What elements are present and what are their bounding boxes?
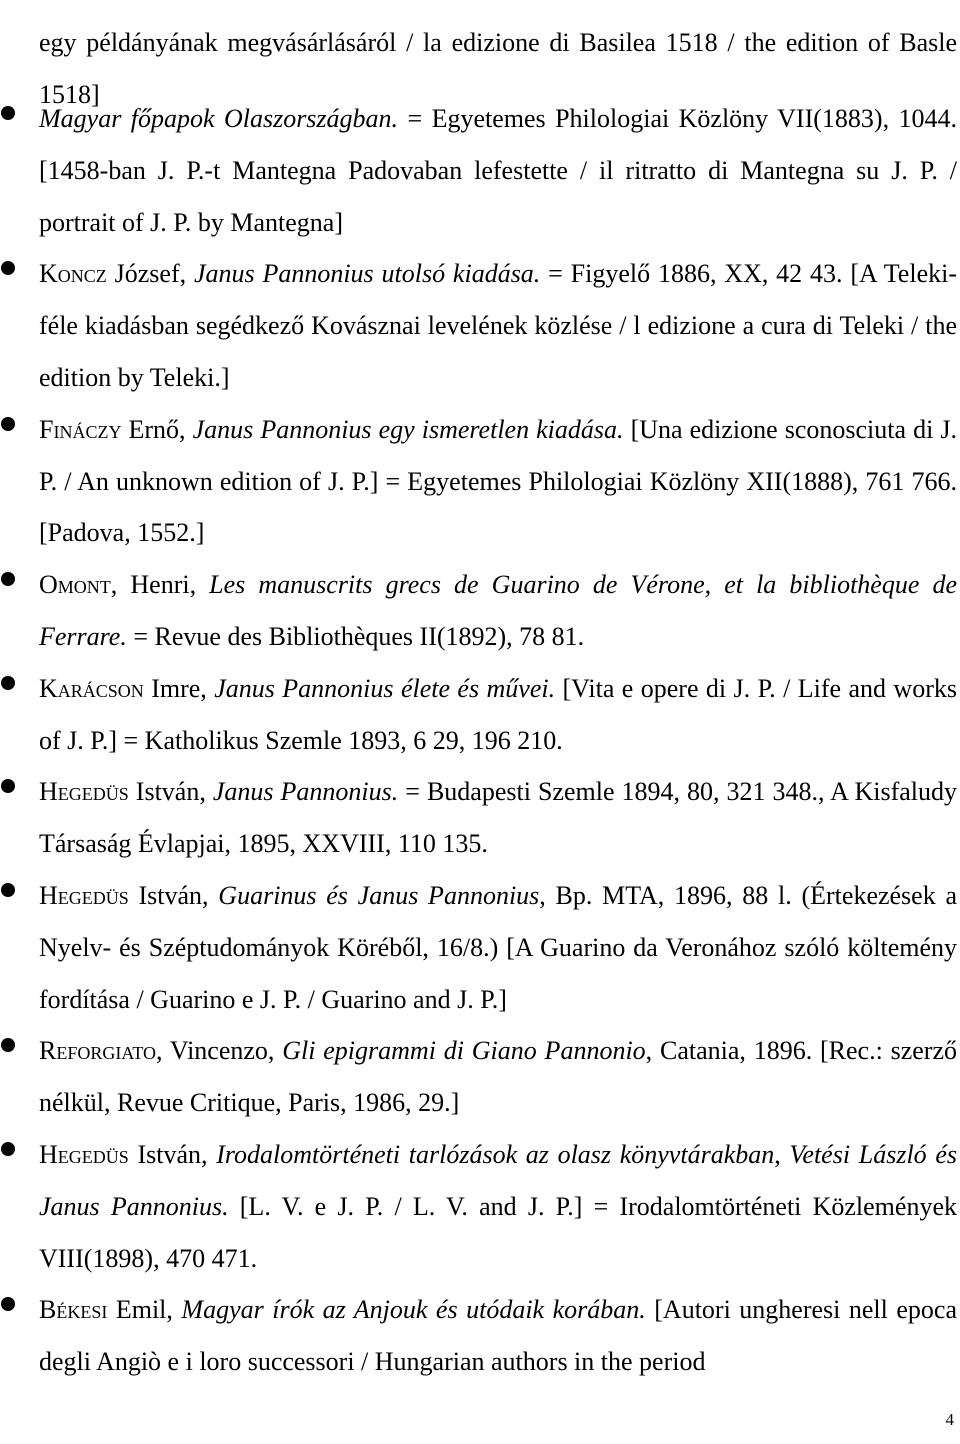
entry-author-given: Emil, <box>107 1295 182 1325</box>
entry-title: Irodalomtörténeti tarlózások az olasz könyvtárakban <box>216 1139 775 1169</box>
entry-author-given: István, <box>128 777 213 807</box>
bibliography-list <box>0 93 960 1388</box>
entry-author-given: , Henri, <box>110 570 210 600</box>
entry-author: Fináczy <box>39 414 122 444</box>
bullet-icon <box>1 883 15 897</box>
entry-details: [Vita e opere di J. P. / Life and works of J. P.] = Katholikus Szemle 1893, 6 29, 196 210. <box>39 673 957 755</box>
bibliography-entry <box>0 870 960 1025</box>
entry-author-given: István, <box>128 1139 217 1169</box>
continuation-text: egy példányának megvásárlásáról / la edizione di Basilea 1518 / the edition of Basle 1518] <box>39 28 957 109</box>
bullet-icon <box>1 572 15 586</box>
entry-author: Karácson <box>39 673 144 703</box>
entry-title: Janus Pannonius élete és művei. <box>214 673 556 703</box>
entry-title: Janus Pannonius. <box>212 777 399 807</box>
entry-details: = Egyetemes Philologiai Közlöny VII(1883), 1044. [1458-ban J. P.-t Mantegna Padovaban lefestette / il ritratto di Mantegna su J. P. / portrait of J. P. by Mantegna] <box>39 104 957 237</box>
entry-author: Békesi <box>39 1295 108 1325</box>
entry-author-given: Imre, <box>143 673 215 703</box>
entry-author-given: Ernő, <box>121 414 193 444</box>
entry-details: [Una edizione sconosciuta di J. P. / An unknown edition of J. P.] = Egyetemes Philologiai Közlöny XII(1888), 761 766. [Padova, 1552.] <box>39 414 958 548</box>
entry-author-given: , Vincenzo, <box>156 1036 283 1066</box>
entry-details: [Autori ungheresi nell epoca degli Angiò e i loro successori / Hungarian authors in the period <box>39 1295 957 1377</box>
bibliography-entry <box>0 404 960 559</box>
bullet-icon <box>1 417 15 431</box>
bullet-icon <box>1 676 15 690</box>
bullet-icon <box>1 779 15 793</box>
entry-author: Hegedüs <box>39 1139 129 1169</box>
entry-title-secondary: Vetési László és Janus Pannonius. <box>39 1139 958 1221</box>
entry-title: Janus Pannonius utolsó kiadása. <box>193 259 541 289</box>
bibliography-entry <box>0 248 960 403</box>
entry-author-given: József, <box>106 259 194 289</box>
entry-author: Omont <box>39 570 111 600</box>
entry-author: Koncz <box>39 259 107 289</box>
bibliography-entry <box>0 1284 960 1388</box>
entry-author-given: István, <box>128 880 219 910</box>
bullet-icon <box>1 1297 15 1311</box>
entry-author: Hegedüs <box>39 880 129 910</box>
bibliography-entry <box>0 93 960 248</box>
entry-details-secondary: [L. V. e J. P. / L. V. and J. P.] = Irodalomtörténeti Közlemények VIII(1898), 470 471. <box>39 1191 957 1273</box>
entry-details: = Revue des Bibliothèques II(1892), 78 81. <box>126 621 585 651</box>
entry-author: Hegedüs <box>39 777 129 807</box>
page-number: 4 <box>945 1410 954 1429</box>
entry-details: = Figyelő 1886, XX, 42 43. [A Teleki-féle kiadásban segédkező Kovásznai levelének közlése / l edizione a cura di Teleki / the edition by Teleki.] <box>39 259 957 392</box>
bibliography-entry <box>0 766 960 870</box>
entry-details: , <box>774 1139 790 1169</box>
bullet-icon <box>1 1038 15 1052</box>
bullet-icon <box>1 1142 15 1156</box>
entry-details: , Catania, 1896. [Rec.: szerző nélkül, Revue Critique, Paris, 1986, 29.] <box>39 1036 957 1118</box>
entry-author: Reforgiato <box>39 1036 157 1066</box>
bibliography-entry <box>0 1129 960 1284</box>
entry-title: Gli epigrammi di Giano Pannonio <box>282 1036 646 1066</box>
entry-title: Magyar főpapok Olaszországban. <box>39 104 399 133</box>
bullet-icon <box>1 261 15 275</box>
bullet-icon <box>1 106 15 120</box>
entry-details: = Budapesti Szemle 1894, 80, 321 348., A Kisfaludy Társaság Évlapjai, 1895, XXVIII, 110 135. <box>39 777 958 859</box>
entry-title: Les manuscrits grecs de Guarino de Vérone, et la bibliothèque de Ferrare. <box>39 570 957 651</box>
bibliography-entry <box>0 663 960 767</box>
entry-title: Guarinus és Janus Pannonius <box>218 880 540 910</box>
entry-title: Janus Pannonius egy ismeretlen kiadása. <box>192 414 624 444</box>
entry-details: , Bp. MTA, 1896, 88 l. (Értekezések a Nyelv- és Széptudományok Köréből, 16/8.) [A Guarino da Veronához szóló költemény fordítása / Guarino e J. P. / Guarino and J. P.] <box>39 880 957 1014</box>
entry-title: Magyar írók az Anjouk és utódaik korában. <box>181 1295 646 1325</box>
bibliography-entry <box>0 1025 960 1129</box>
bibliography-entry <box>0 559 960 663</box>
